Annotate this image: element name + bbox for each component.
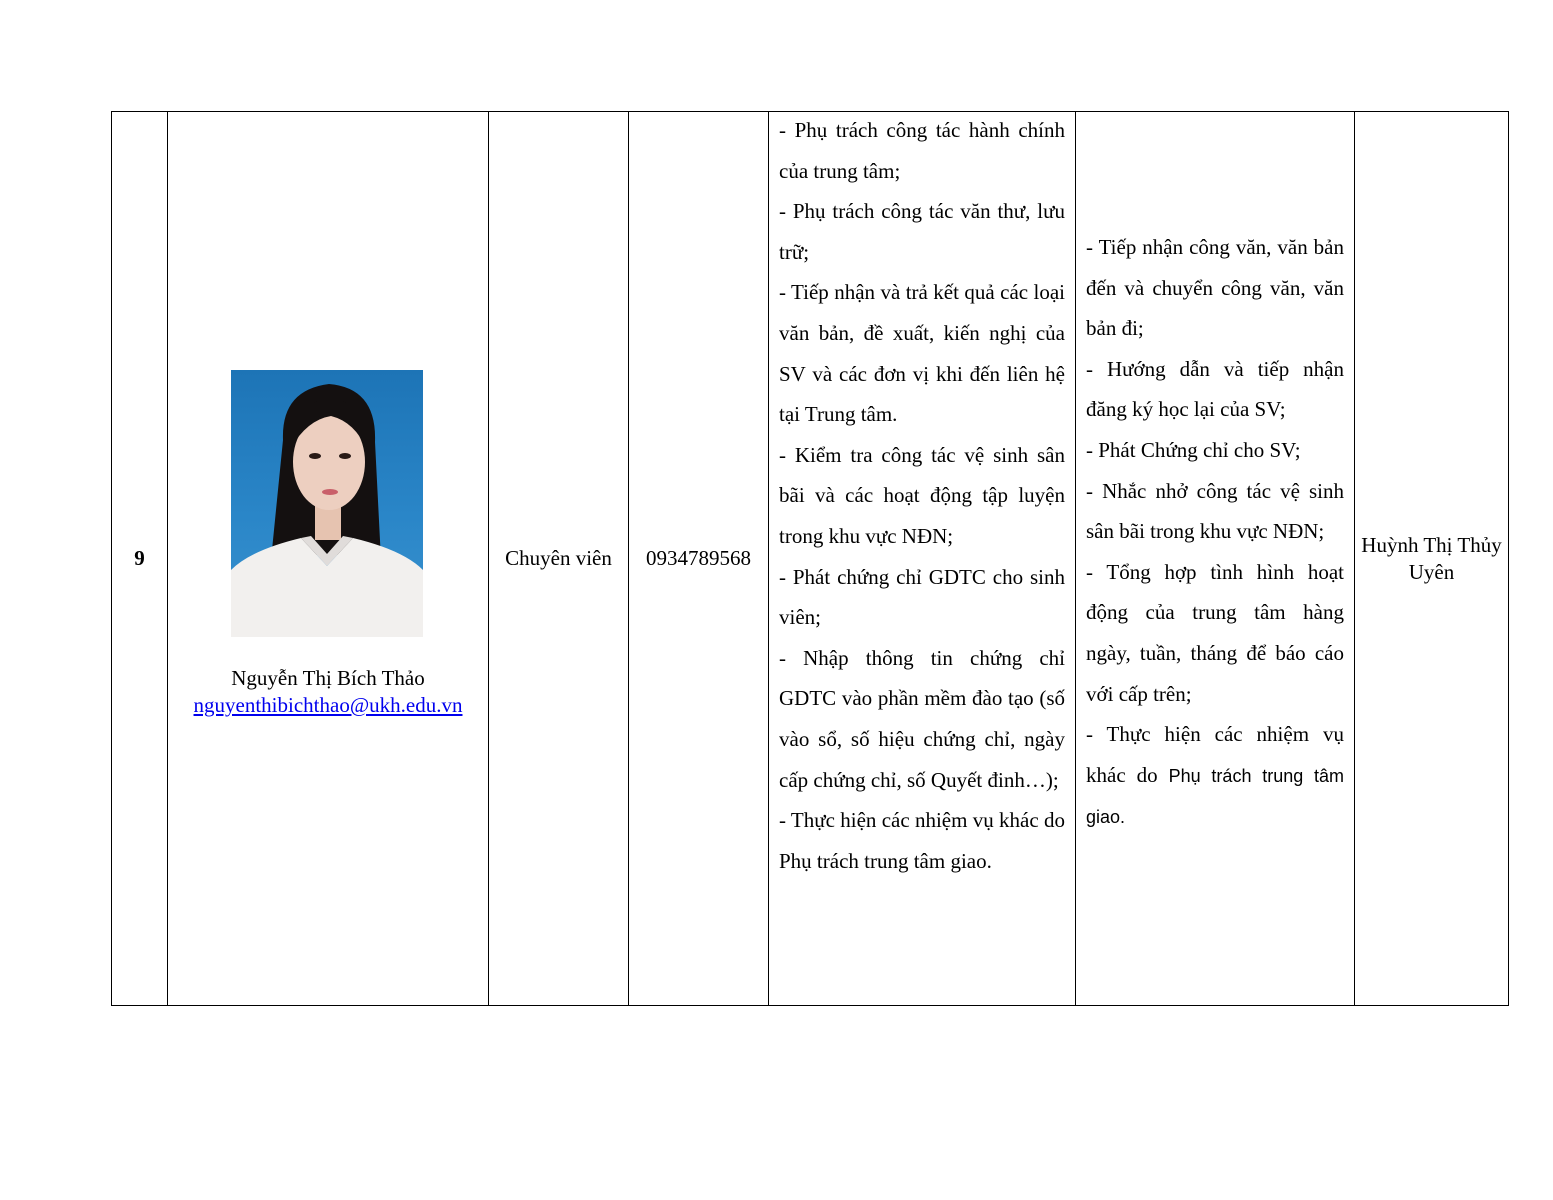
portrait-photo (231, 370, 423, 637)
duties-cell (769, 112, 1076, 1006)
duty-item: - Phụ trách công tác hành chính của trung tâm; (779, 118, 1065, 183)
duty-item: - Nhập thông tin chứng chỉ GDTC vào phần mềm đào tạo (số vào sổ, số hiệu chứng chỉ, ngày cấp chứng chỉ, số Quyết đinh…); (779, 645, 1065, 792)
row-index: 9 (112, 112, 168, 1006)
table-row (112, 112, 1509, 1006)
duty-item: - Phụ trách công tác văn thư, lưu trữ; (779, 199, 1065, 264)
duty-item: - Thực hiện các nhiệm vụ khác do Phụ trách trung tâm giao. (779, 808, 1065, 873)
duties-list (769, 110, 1075, 881)
role-cell: Chuyên viên (489, 112, 629, 1006)
staff-table (111, 111, 1509, 1006)
staff-name: Nguyễn Thị Bích Thảo (231, 666, 425, 690)
phone-cell: 0934789568 (629, 112, 769, 1006)
name-cell (168, 112, 489, 1006)
support-item: - Phát Chứng chỉ cho SV; (1086, 437, 1301, 462)
duty-item: - Tiếp nhận và trả kết quả các loại văn bản, đề xuất, kiến nghị của SV và các đơn vị khi đến liên hệ tại Trung tâm. (779, 280, 1065, 427)
support-item-last: - Thực hiện các nhiệm vụ khác do Phụ trách trung tâm giao. (1086, 722, 1344, 828)
support-item: - Tổng hợp tình hình hoạt động của trung tâm hàng ngày, tuần, tháng để báo cáo với cấp trên; (1086, 559, 1344, 706)
support-list (1076, 227, 1354, 838)
support-cell (1076, 112, 1355, 1006)
duty-item: - Kiểm tra công tác vệ sinh sân bãi và các hoạt động tập luyện trong khu vực NĐN; (779, 442, 1065, 548)
support-item: - Nhắc nhở công tác vệ sinh sân bãi trong khu vực NĐN; (1086, 478, 1344, 544)
email-link[interactable]: nguyenthibichthao@ukh.edu.vn (193, 693, 463, 717)
support-item: - Tiếp nhận công văn, văn bản đến và chuyển công văn, văn bản đi; (1086, 235, 1344, 341)
support-item: - Hướng dẫn và tiếp nhận đăng ký học lại của SV; (1086, 356, 1344, 422)
duty-item: - Phát chứng chỉ GDTC cho sinh viên; (779, 564, 1065, 630)
supervisor-cell: Huỳnh Thị Thủy Uyên (1355, 112, 1509, 1006)
